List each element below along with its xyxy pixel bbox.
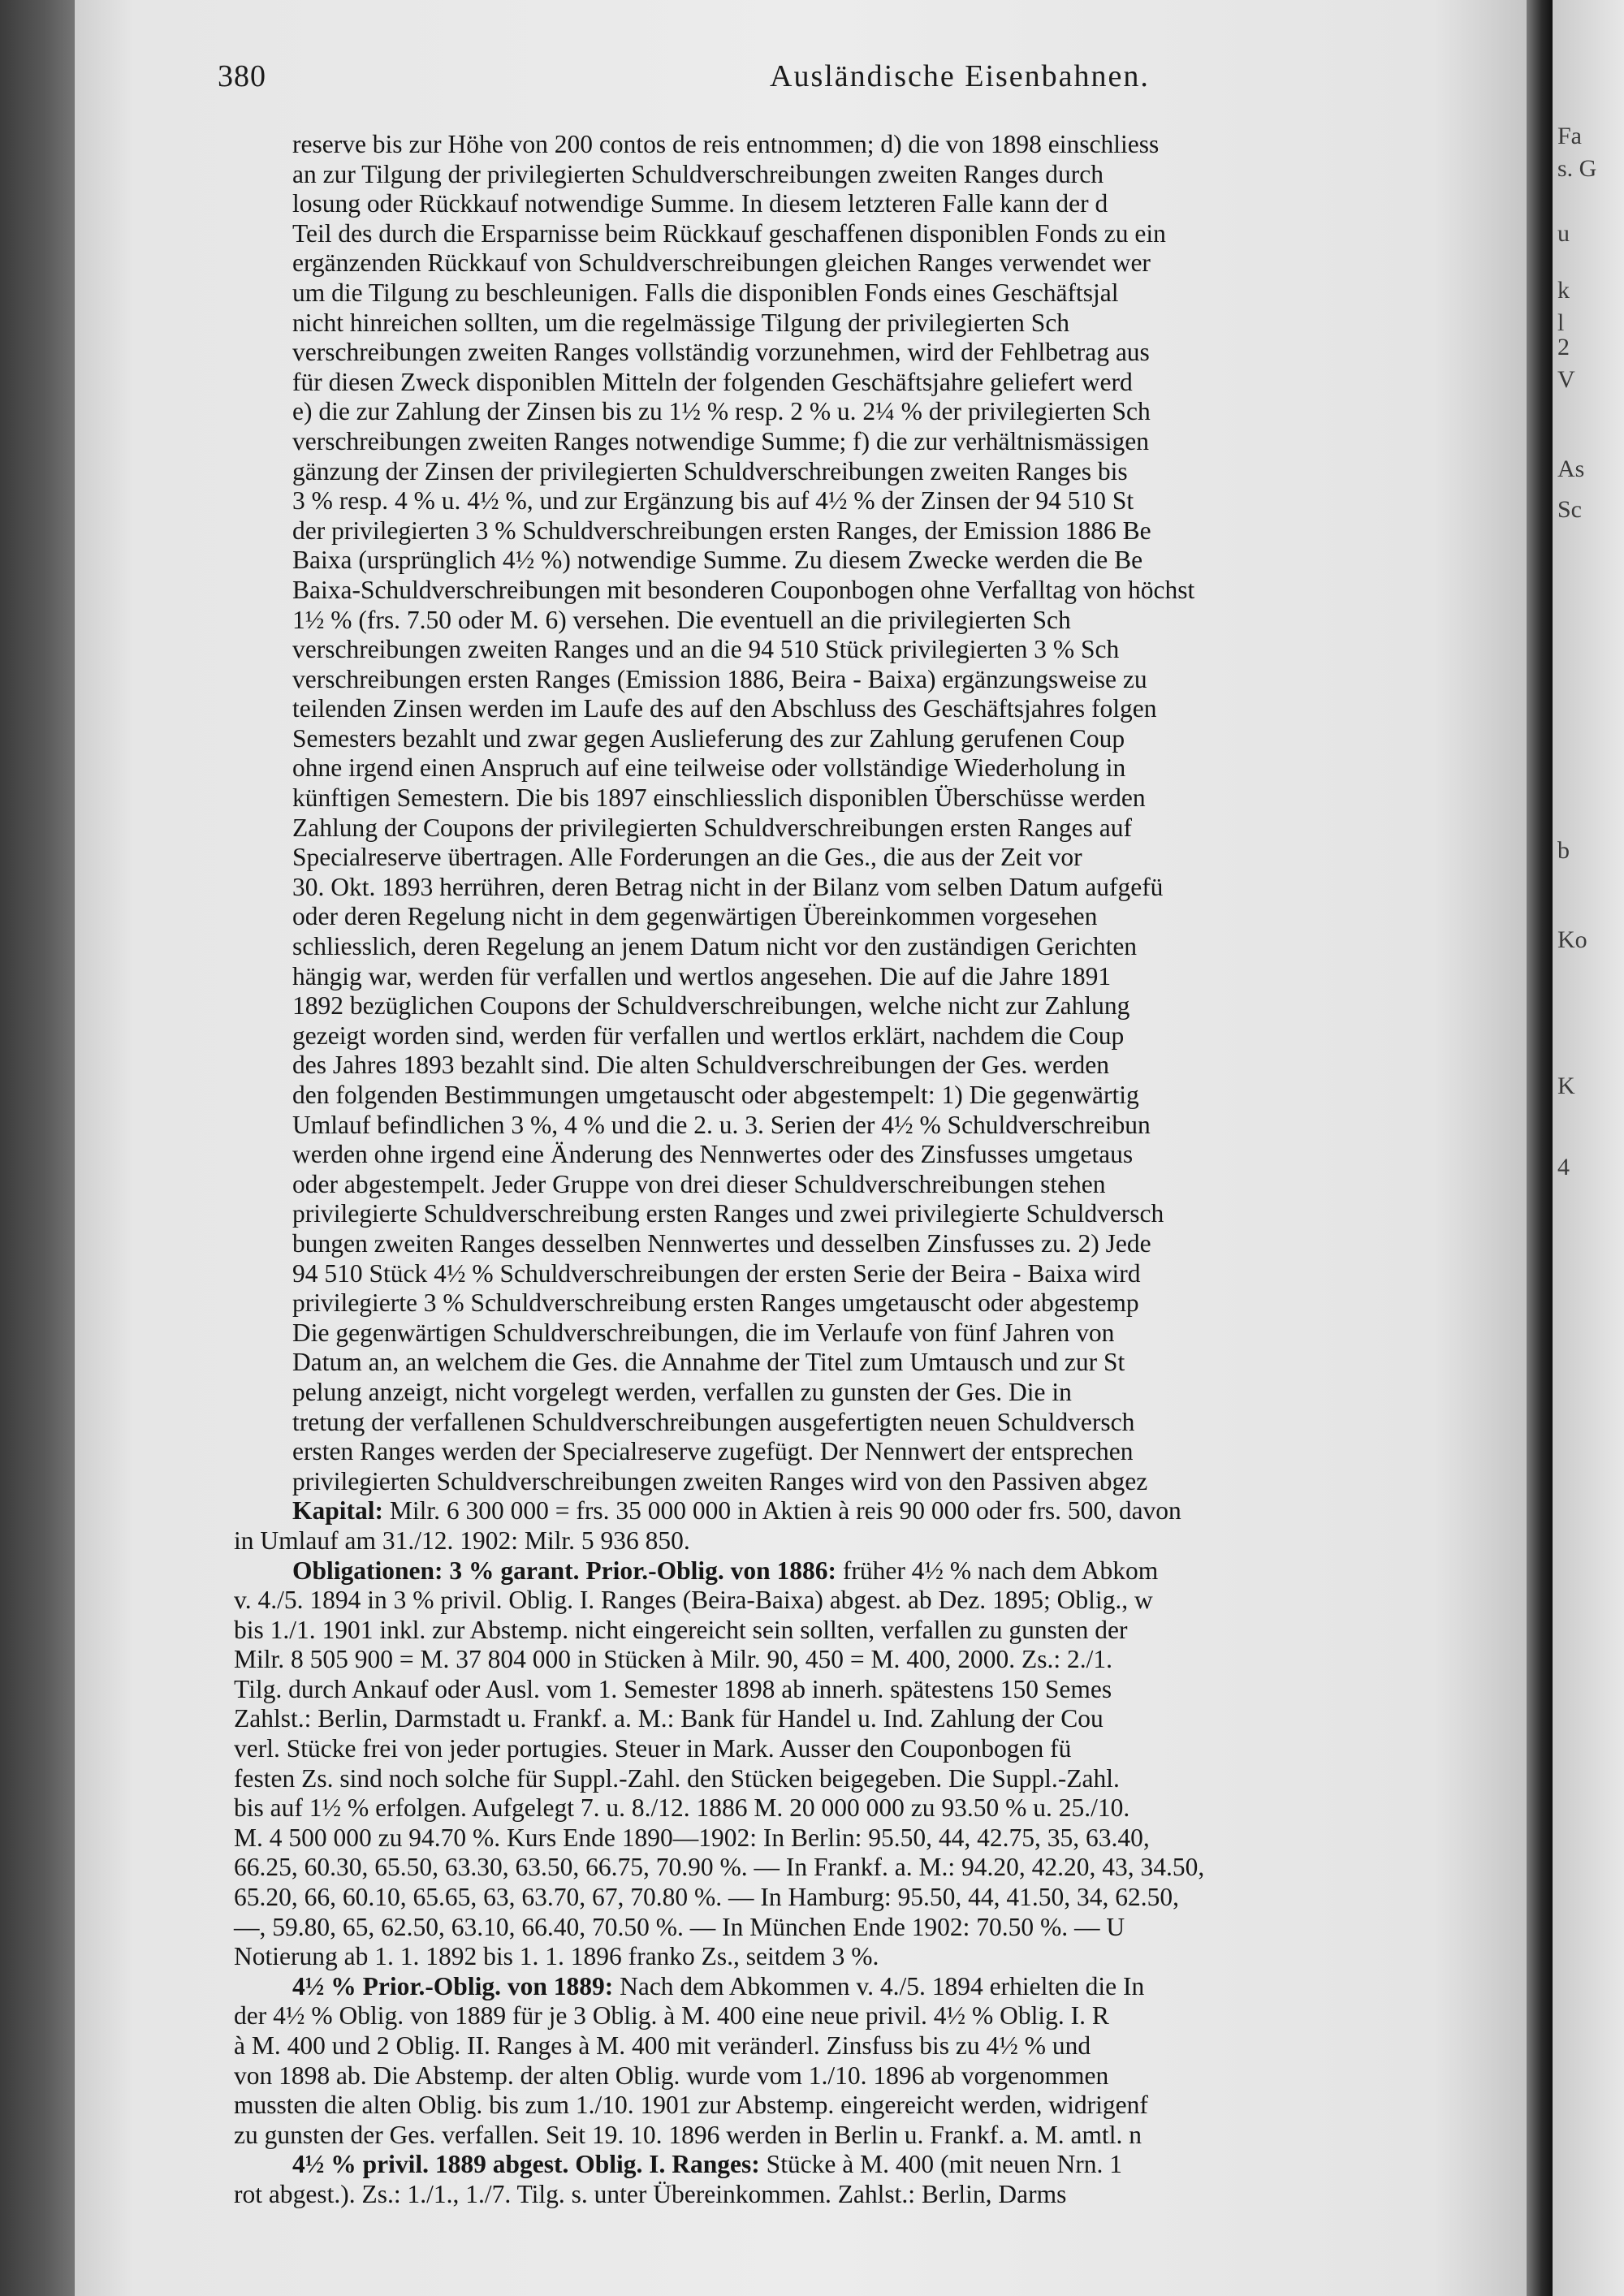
text-line [234, 1883, 1592, 1913]
adjacent-page-fragment: V [1557, 366, 1575, 393]
line-text: bis auf 1½ % erfolgen. Aufgelegt 7. u. 8./12. 1886 M. 20 000 000 zu 93.50 % u. 25./10. [234, 1793, 1130, 1823]
line-text: reserve bis zur Höhe von 200 contos de reis entnommen; d) die von 1898 einschliess [292, 130, 1160, 158]
line-text: M. 4 500 000 zu 94.70 %. Kurs Ende 1890—1902: In Berlin: 95.50, 44, 42.75, 35, 63.40, [234, 1823, 1150, 1852]
running-title: Ausländische Eisenbahnen. [770, 59, 1150, 93]
text-line [292, 1021, 1592, 1051]
line-text: verschreibungen zweiten Ranges und an die 94 510 Stück privilegierten 3 % Sch [292, 635, 1120, 664]
line-text: Teil des durch die Ersparnisse beim Rückkauf geschaffenen disponiblen Fonds zu ein [292, 218, 1166, 248]
line-text: —, 59.80, 65, 62.50, 63.10, 66.40, 70.50 %. — In München Ende 1902: 70.50 %. — U [234, 1912, 1125, 1941]
book-gutter [1527, 0, 1553, 2296]
text-line [234, 2001, 1592, 2031]
line-text: 1½ % (frs. 7.50 oder M. 6) versehen. Die eventuell an die privilegierten Sch [292, 605, 1071, 634]
line-text: Zahlung der Coupons der privilegierten Schuldverschreibungen ersten Ranges auf [292, 813, 1132, 842]
line-text: privilegierten Schuldverschreibungen zweiten Ranges wird von den Passiven abgez [292, 1466, 1148, 1495]
line-text: Specialreserve übertragen. Alle Forderungen an die Ges., die aus der Zeit vor [292, 843, 1082, 872]
line-text: Umlauf befindlichen 3 %, 4 % und die 2. u. 3. Serien der 4½ % Schuldverschreibun [292, 1110, 1151, 1139]
text-line [292, 665, 1592, 695]
text-line [292, 1408, 1592, 1438]
line-text: verschreibungen zweiten Ranges notwendige Summe; f) die zur verhältnismässigen [292, 426, 1149, 455]
line-text: Milr. 6 300 000 = frs. 35 000 000 in Aktien à reis 90 000 oder frs. 500, davon [383, 1496, 1181, 1526]
line-text: pelung anzeigt, nicht vorgelegt werden, verfallen zu gunsten der Ges. Die in [292, 1377, 1072, 1406]
line-text: à M. 400 und 2 Oblig. II. Ranges à M. 400 mit veränderl. Zinsfuss bis zu 4½ % und [234, 2031, 1091, 2060]
text-line [292, 1140, 1592, 1170]
page-header [218, 58, 1293, 99]
text-line [292, 932, 1592, 962]
line-text: ergänzenden Rückkauf von Schuldverschreibungen gleichen Ranges verwendet wer [292, 248, 1151, 278]
line-text: verschreibungen ersten Ranges (Emission 1886, Beira - Baixa) ergänzungsweise zu [292, 664, 1147, 693]
text-line [292, 1081, 1592, 1111]
line-text: des Jahres 1893 bezahlt sind. Die alten Schuldverschreibungen der Ges. werden [292, 1051, 1109, 1080]
line-text: Zahlst.: Berlin, Darmstadt u. Frankf. a. M.: Bank für Handel u. Ind. Zahlung der Cou [234, 1704, 1104, 1733]
text-line [292, 1111, 1592, 1141]
line-text: früher 4½ % nach dem Abkom [836, 1556, 1159, 1585]
line-text: 94 510 Stück 4½ % Schuldverschreibungen der ersten Serie der Beira - Baixa wird [292, 1258, 1141, 1288]
adjacent-page-fragment: b [1557, 837, 1570, 864]
line-text: mussten die alten Oblig. bis zum 1./10. 1901 zur Abstemp. eingereicht werden, widrigenf [234, 2091, 1148, 2120]
adjacent-page-fragment: K [1557, 1072, 1575, 1099]
text-line [234, 1526, 1592, 1556]
line-text: Tilg. durch Ankauf oder Ausl. vom 1. Semester 1898 ab innerh. spätestens 150 Semes [234, 1674, 1112, 1703]
line-text: der privilegierten 3 % Schuldverschreibungen ersten Ranges, der Emission 1886 Be [292, 516, 1151, 545]
text-line [292, 2150, 1592, 2180]
text-line [292, 902, 1592, 932]
text-line [292, 457, 1592, 487]
page-number: 380 [218, 59, 266, 93]
text-line [292, 814, 1592, 844]
line-text: Semesters bezahlt und zwar gegen Auslieferung des zur Zahlung gerufenen Coup [292, 723, 1125, 753]
line-text: hängig war, werden für verfallen und wertlos angesehen. Die auf die Jahre 1891 [292, 961, 1112, 990]
adjacent-page-fragment: As [1557, 455, 1585, 482]
text-line [234, 1704, 1592, 1734]
text-line [234, 1853, 1592, 1883]
text-line [234, 1734, 1592, 1764]
text-line [234, 2061, 1592, 2091]
text-line [292, 1170, 1592, 1200]
line-text: Baixa-Schuldverschreibungen mit besonderen Couponbogen ohne Verfalltag von höchst [292, 575, 1195, 604]
bold-heading: Obligationen: 3 % garant. Prior.-Oblig. von 1886: [292, 1556, 836, 1585]
adjacent-page-fragment: Sc [1557, 496, 1582, 523]
line-text: ersten Ranges werden der Specialreserve zugefügt. Der Nennwert der entsprechen [292, 1437, 1134, 1466]
text-line [292, 1496, 1592, 1526]
line-text: teilenden Zinsen werden im Laufe des auf den Abschluss des Geschäftsjahres folgen [292, 694, 1157, 723]
line-text: für diesen Zweck disponiblen Mitteln der folgenden Geschäftsjahre geliefert werd [292, 367, 1133, 396]
text-line [292, 397, 1592, 427]
text-line [292, 1259, 1592, 1289]
text-line [292, 1348, 1592, 1378]
line-text: bungen zweiten Ranges desselben Nennwertes und desselben Zinsfusses zu. 2) Jede [292, 1228, 1151, 1258]
line-text: gänzung der Zinsen der privilegierten Schuldverschreibungen zweiten Ranges bis [292, 456, 1128, 486]
line-text: gezeigt worden sind, werden für verfallen und wertlos erklärt, nachdem die Coup [292, 1021, 1125, 1050]
adjacent-page-fragment: k [1557, 277, 1570, 304]
line-text: 1892 bezüglichen Coupons der Schuldverschreibungen, welche nicht zur Zahlung [292, 991, 1130, 1021]
line-text: privilegierte Schuldverschreibung ersten Ranges und zwei privilegierte Schuldversch [292, 1199, 1164, 1228]
text-line [292, 635, 1592, 665]
adjacent-page-fragment: l [1557, 309, 1565, 336]
line-text: bis 1./1. 1901 inkl. zur Abstemp. nicht eingereicht sein sollten, verfallen zu gunsten der [234, 1615, 1128, 1644]
line-text: losung oder Rückkauf notwendige Summe. In diesem letzteren Falle kann der d [292, 189, 1108, 218]
text-line [292, 516, 1592, 546]
line-text: den folgenden Bestimmungen umgetauscht oder abgestempelt: 1) Die gegenwärtig [292, 1081, 1139, 1109]
line-text: Notierung ab 1. 1. 1892 bis 1. 1. 1896 franko Zs., seitdem 3 %. [234, 1942, 879, 1971]
line-text: festen Zs. sind noch solche für Suppl.-Zahl. den Stücken beigegeben. Die Suppl.-Zahl. [234, 1763, 1120, 1793]
adjacent-page-edge [1553, 0, 1624, 2296]
adjacent-page-fragment: 2 [1557, 334, 1570, 360]
text-line [292, 724, 1592, 754]
text-line [292, 753, 1592, 783]
line-text: Stücke à M. 400 (mit neuen Nrn. 1 [759, 2150, 1122, 2179]
text-line [292, 1288, 1592, 1318]
text-line [292, 1437, 1592, 1467]
text-line [292, 606, 1592, 636]
line-text: ohne irgend einen Anspruch auf eine teilweise oder vollständige Wiederholung in [292, 753, 1126, 783]
text-line [292, 843, 1592, 873]
line-text: um die Tilgung zu beschleunigen. Falls die disponiblen Fonds eines Geschäftsjal [292, 278, 1119, 307]
text-line [292, 1972, 1592, 2002]
text-line [234, 1616, 1592, 1646]
line-text: verl. Stücke frei von jeder portugies. Steuer in Mark. Ausser den Couponbogen fü [234, 1734, 1072, 1763]
line-text: 3 % resp. 4 % u. 4½ %, und zur Ergänzung bis auf 4½ % der Zinsen der 94 510 St [292, 486, 1134, 516]
text-line [292, 189, 1592, 219]
line-text: Die gegenwärtigen Schuldverschreibungen, die im Verlaufe von fünf Jahren von [292, 1318, 1115, 1347]
text-line [292, 1556, 1592, 1586]
line-text: e) die zur Zahlung der Zinsen bis zu 1½ % resp. 2 % u. 2¼ % der privilegierten Sch [292, 397, 1151, 426]
text-line [292, 219, 1592, 249]
line-text: 30. Okt. 1893 herrühren, deren Betrag nicht in der Bilanz vom selben Datum aufgefü [292, 872, 1164, 901]
bold-heading: 4½ % privil. 1889 abgest. Oblig. I. Ranges: [292, 2150, 760, 2179]
text-line [292, 309, 1592, 339]
line-text: v. 4./5. 1894 in 3 % privil. Oblig. I. Ranges (Beira-Baixa) abgest. ab Dez. 1895; Oblig., w [234, 1586, 1153, 1615]
line-text: verschreibungen zweiten Ranges vollständig vorzunehmen, wird der Fehlbetrag aus [292, 338, 1150, 367]
text-line [292, 1051, 1592, 1081]
text-line [292, 368, 1592, 398]
text-line [292, 546, 1592, 576]
text-line [234, 2121, 1592, 2151]
text-line [234, 2031, 1592, 2061]
line-text: nicht hinreichen sollten, um die regelmässige Tilgung der privilegierten Sch [292, 308, 1070, 337]
bold-heading: 4½ % Prior.-Oblig. von 1889: [292, 1971, 614, 2000]
text-line [234, 1913, 1592, 1943]
text-line [292, 962, 1592, 992]
bold-heading: Kapital: [292, 1496, 384, 1526]
text-line [292, 1318, 1592, 1349]
line-text: werden ohne irgend eine Änderung des Nennwertes oder des Zinsfusses umgetaus [292, 1140, 1134, 1169]
adjacent-page-fragment: s. G [1557, 155, 1597, 182]
text-line [292, 694, 1592, 724]
line-text: Milr. 8 505 900 = M. 37 804 000 in Stücken à Milr. 90, 450 = M. 400, 2000. Zs.: 2./1. [234, 1645, 1113, 1674]
text-line [292, 783, 1592, 814]
line-text: schliesslich, deren Regelung an jenem Datum nicht vor den zuständigen Gerichten [292, 932, 1138, 961]
text-line [234, 1586, 1592, 1616]
line-text: tretung der verfallenen Schuldverschreibungen ausgefertigten neuen Schuldversch [292, 1407, 1135, 1436]
book-page [75, 0, 1553, 2296]
text-line [234, 1645, 1592, 1675]
line-text: oder abgestempelt. Jeder Gruppe von drei dieser Schuldverschreibungen stehen [292, 1169, 1106, 1198]
adjacent-page-fragment: Fa [1557, 123, 1582, 149]
adjacent-page-fragment: u [1557, 220, 1570, 247]
line-text: Nach dem Abkommen v. 4./5. 1894 erhielten die In [613, 1971, 1145, 2000]
line-text: 65.20, 66, 60.10, 65.65, 63, 63.70, 67, 70.80 %. — In Hamburg: 95.50, 44, 41.50, 34, 62.50, [234, 1883, 1180, 1912]
adjacent-page-fragment: Ko [1557, 926, 1587, 953]
line-text: in Umlauf am 31./12. 1902: Milr. 5 936 850. [234, 1526, 690, 1555]
line-text: der 4½ % Oblig. von 1889 für je 3 Oblig. à M. 400 eine neue privil. 4½ % Oblig. I. R [234, 2001, 1109, 2031]
text-line [292, 160, 1592, 190]
line-text: künftigen Semestern. Die bis 1897 einschliesslich disponiblen Überschüsse werden [292, 783, 1146, 813]
body-text [234, 130, 1592, 2210]
text-line [234, 1823, 1592, 1854]
text-line [234, 1764, 1592, 1794]
text-line [234, 2091, 1592, 2121]
text-line [292, 278, 1592, 309]
text-line [292, 1378, 1592, 1408]
line-text: an zur Tilgung der privilegierten Schuldverschreibungen zweiten Ranges durch [292, 159, 1104, 188]
line-text: von 1898 ab. Die Abstemp. der alten Oblig. wurde vom 1./10. 1896 ab vorgenommen [234, 2061, 1109, 2090]
text-line [292, 1467, 1592, 1497]
text-line [234, 2180, 1592, 2210]
text-line [234, 1793, 1592, 1823]
text-line [292, 1229, 1592, 1259]
line-text: zu gunsten der Ges. verfallen. Seit 19. 10. 1896 werden in Berlin u. Frankf. a. M. amtl. n [234, 2120, 1142, 2149]
text-line [292, 248, 1592, 278]
text-line [292, 486, 1592, 516]
adjacent-page-fragment: 4 [1557, 1154, 1570, 1180]
line-text: Datum an, an welchem die Ges. die Annahme der Titel zum Umtausch und zur St [292, 1348, 1125, 1377]
line-text: 66.25, 60.30, 65.50, 63.30, 63.50, 66.75, 70.90 %. — In Frankf. a. M.: 94.20, 42.20, 43, 34.50, [234, 1853, 1205, 1882]
text-line [292, 873, 1592, 903]
text-line [292, 338, 1592, 368]
text-line [292, 427, 1592, 457]
text-line [292, 1199, 1592, 1229]
text-line [234, 1942, 1592, 1972]
line-text: oder deren Regelung nicht in dem gegenwärtigen Übereinkommen vorgesehen [292, 902, 1098, 931]
text-line [292, 991, 1592, 1021]
line-text: Baixa (ursprünglich 4½ %) notwendige Summe. Zu diesem Zwecke werden die Be [292, 546, 1143, 575]
line-text: rot abgest.). Zs.: 1./1., 1./7. Tilg. s. unter Übereinkommen. Zahlst.: Berlin, Darms [234, 2179, 1067, 2208]
text-line [234, 1675, 1592, 1705]
line-text: privilegierte 3 % Schuldverschreibung ersten Ranges umgetauscht oder abgestemp [292, 1288, 1139, 1318]
text-line [292, 130, 1592, 160]
text-line [292, 576, 1592, 606]
